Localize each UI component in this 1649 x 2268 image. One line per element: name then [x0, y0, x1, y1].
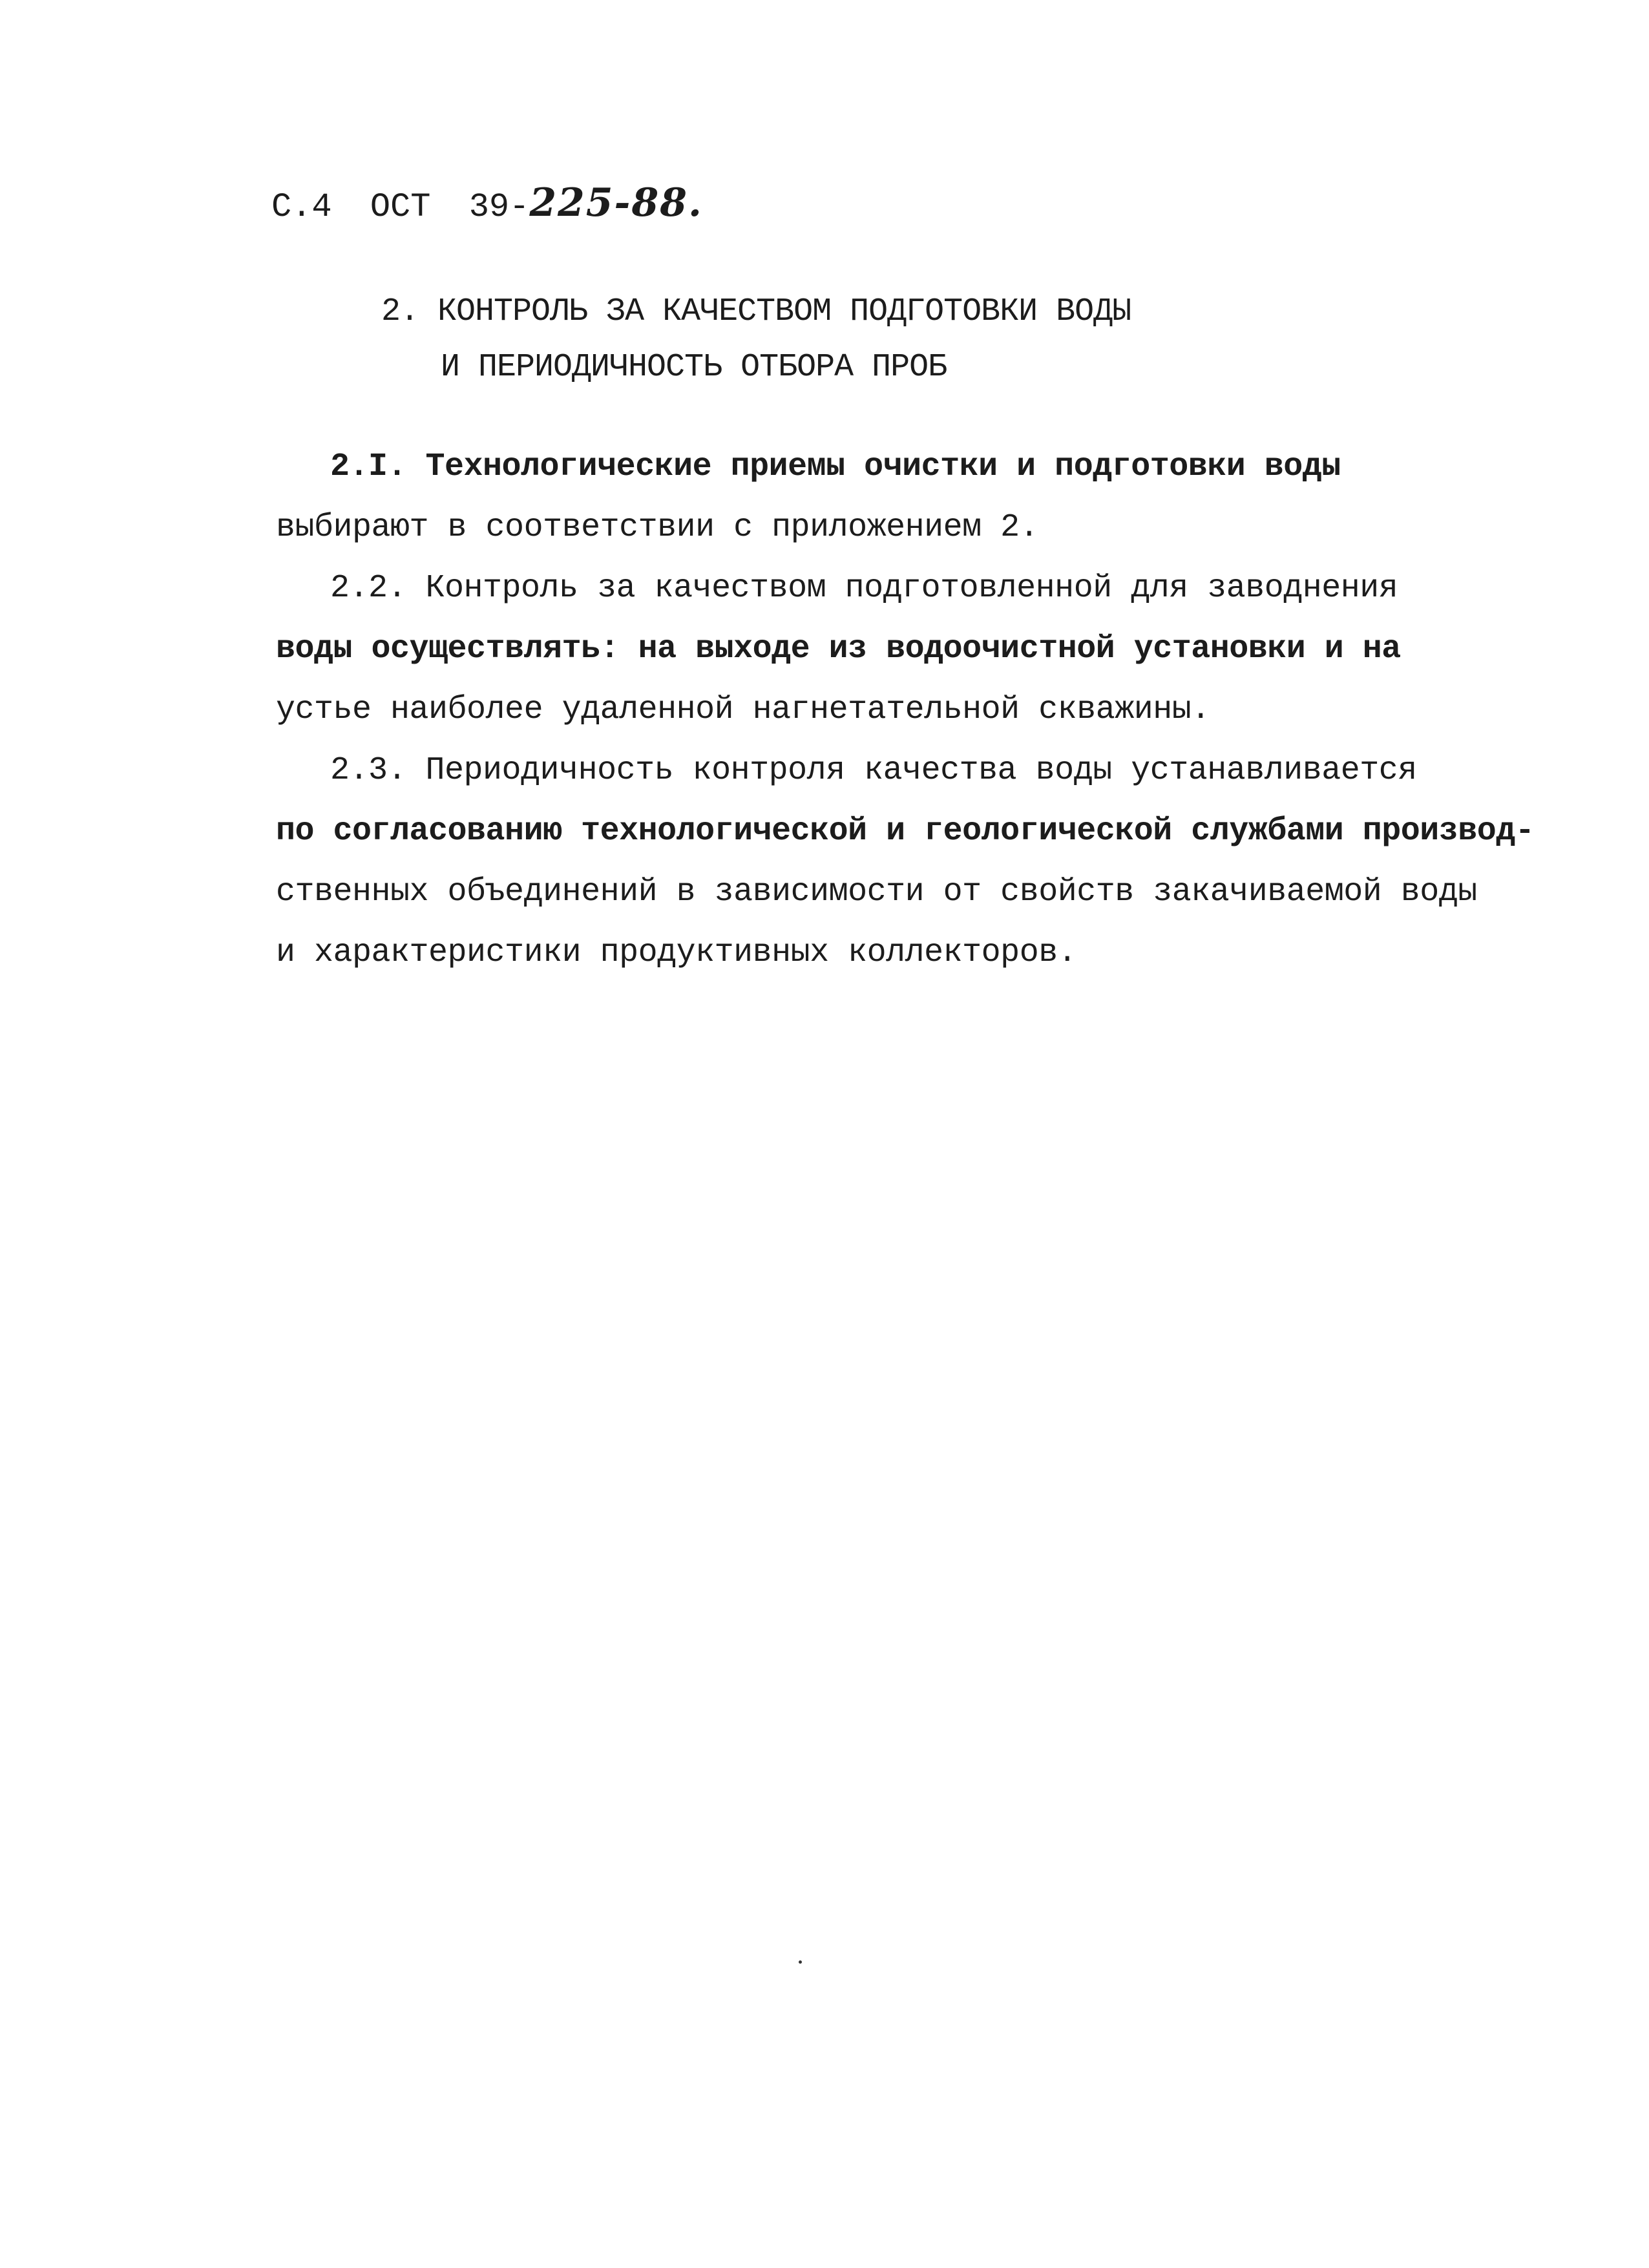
standard-number-handwritten: 225-88.	[529, 180, 703, 226]
standard-number-typed: 39-	[468, 188, 530, 226]
paragraph-line: 2.2. Контроль за качеством подготовленной для заводнения	[330, 570, 1398, 607]
paragraph-2-2	[276, 558, 1542, 740]
standard-prefix: ОСТ	[370, 188, 431, 226]
paragraph-line: 2.I. Технологические приемы очистки и подготовки воды	[330, 448, 1341, 485]
paragraph-2-3	[276, 740, 1542, 983]
paragraph-line: ственных объединений в зависимости от свойств закачиваемой воды	[276, 874, 1477, 910]
paragraph-line: воды осуществлять: на выходе из водоочистной установки и на	[276, 631, 1401, 667]
page-header	[271, 182, 703, 228]
section-title	[381, 284, 1131, 395]
paragraph-line: по согласованию технологической и геологической службами производ-	[276, 813, 1535, 850]
paragraph-2-1	[276, 437, 1542, 558]
paragraph-line: выбирают в соответствии с приложением 2.	[276, 509, 1039, 546]
section-title-line-1: 2. КОНТРОЛЬ ЗА КАЧЕСТВОМ ПОДГОТОВКИ ВОДЫ	[381, 293, 1131, 330]
page-number: С.4	[271, 188, 332, 226]
paragraph-line: 2.3. Периодичность контроля качества воды устанавливается	[330, 752, 1417, 789]
paragraph-line: и характеристики продуктивных коллекторов.	[276, 934, 1077, 971]
section-title-line-2: И ПЕРИОДИЧНОСТЬ ОТБОРА ПРОБ	[441, 349, 947, 386]
section-body	[276, 437, 1542, 983]
paragraph-line: устье наиболее удаленной нагнетательной скважины.	[276, 691, 1210, 728]
scan-speck	[799, 1960, 802, 1964]
